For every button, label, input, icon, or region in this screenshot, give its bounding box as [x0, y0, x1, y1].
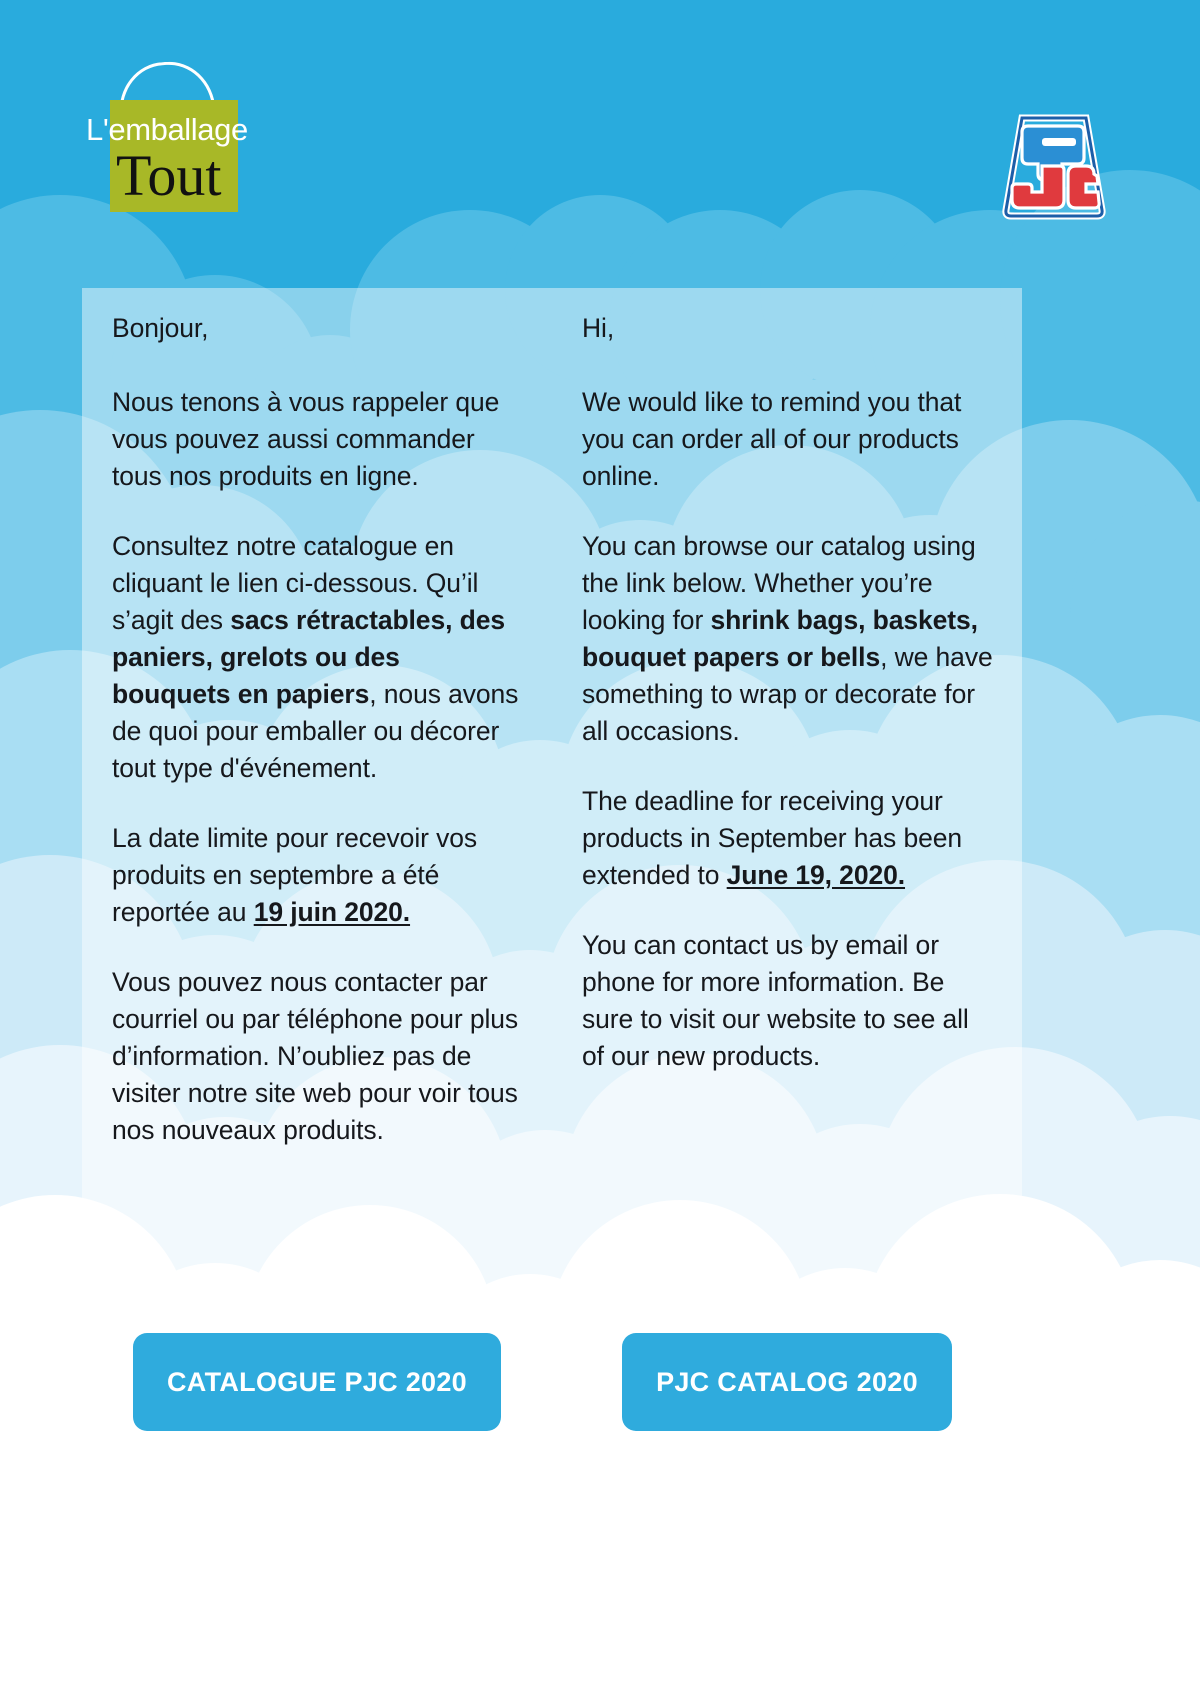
en-paragraph-4: You can contact us by email or phone for more information. Be sure to visit our website to see all of our new products. [582, 930, 969, 1071]
en-p2-pre: You can browse our catalog using the link below. Whether you’re looking for [582, 531, 976, 635]
en-paragraph-3 [582, 783, 994, 894]
fr-deadline-date: 19 juin 2020. [253, 897, 411, 927]
en-p2-bold: shrink bags, baskets, bouquet papers or bells [582, 605, 978, 672]
logo-line2: Tout [116, 143, 222, 208]
logo-line1: L'emballage [86, 112, 248, 147]
pjc-logo-icon [998, 112, 1110, 220]
en-paragraph-2 [582, 528, 994, 750]
fr-paragraph-1: Nous tenons à vous rappeler que vous pouvez aussi commander tous nos produits en ligne. [112, 387, 500, 491]
en-paragraph-1: We would like to remind you that you can order all of our products online. [582, 387, 962, 491]
fr-paragraph-2 [112, 528, 524, 787]
fr-p2-pre: Consultez notre catalogue en cliquant le lien ci-dessous. Qu’il s’agit des [112, 531, 479, 635]
fr-p3-pre: La date limite pour recevoir vos produits en septembre a été reportée au [112, 823, 478, 927]
fr-p2-post: , nous avons de quoi pour emballer ou décorer tout type d'événement. [112, 679, 519, 783]
fr-paragraph-3 [112, 820, 524, 931]
fr-paragraph-4: Vous pouvez nous contacter par courriel ou par téléphone pour plus d’information. N’oubliez pas de visiter notre site web pour voir tous nos nouveaux produits. [112, 967, 519, 1145]
cta-wrap-english [552, 1333, 1022, 1431]
catalogue-pjc-2020-button[interactable]: CATALOGUE PJC 2020 [133, 1333, 501, 1431]
en-greeting: Hi, [582, 313, 615, 343]
bilingual-columns [82, 288, 1022, 1182]
column-french [82, 288, 552, 1182]
fr-greeting: Bonjour, [112, 313, 209, 343]
cta-button-row [82, 1333, 1122, 1431]
cta-wrap-french [82, 1333, 552, 1431]
column-english [552, 288, 1022, 1182]
pjc-logo[interactable] [998, 112, 1110, 220]
en-deadline-date: June 19, 2020. [726, 860, 906, 890]
en-p3-pre: The deadline for receiving your products in September has been extended to [582, 786, 963, 890]
en-p2-post: , we have something to wrap or decorate for all occasions. [582, 642, 993, 746]
fr-p2-bold: sacs rétractables, des paniers, grelots ou des bouquets en papiers [112, 605, 505, 709]
pjc-catalog-2020-button[interactable]: PJC CATALOG 2020 [622, 1333, 952, 1431]
